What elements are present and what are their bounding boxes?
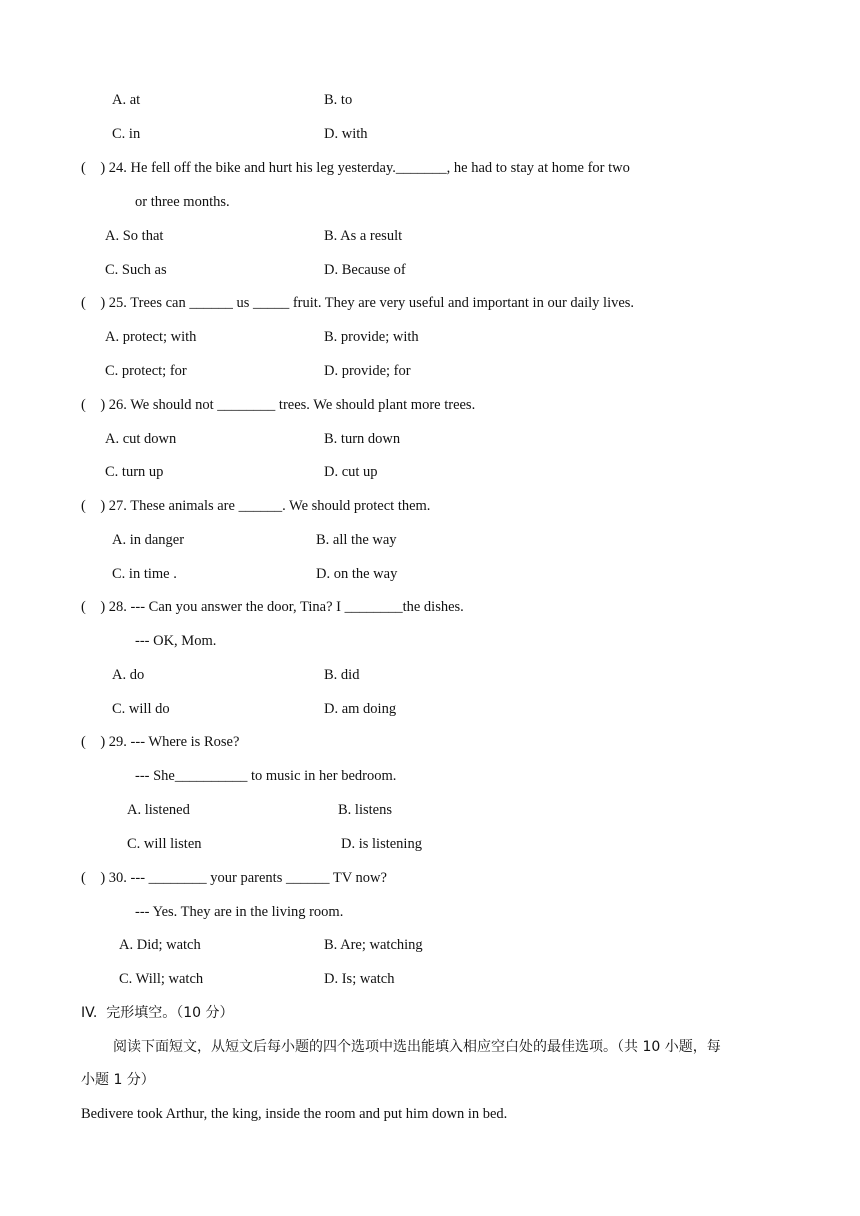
q28-option-d: D. am doing [324,701,397,717]
q28-option-b: B. did [324,667,360,683]
passage-text: Bedivere took Arthur, the king, inside the room and put him down in bed. [81,1106,508,1122]
q23-option-c: C. in [112,126,141,142]
q25-stem: ( ) 25. Trees can ______ us _____ fruit. They are very useful and important in our daily lives. [81,295,635,311]
q28-option-c: C. will do [112,701,170,717]
q23-option-b: B. to [324,92,353,108]
q24-option-a: A. So that [105,228,164,244]
q27-stem: ( ) 27. These animals are ______. We should protect them. [81,498,431,514]
q29-option-a: A. listened [127,802,190,818]
section-instruction-continued: 小题 1 分） [81,1072,155,1088]
q23-option-d: D. with [324,126,368,142]
q26-stem: ( ) 26. We should not ________ trees. We should plant more trees. [81,397,476,413]
section-instruction: 阅读下面短文，从短文后每小题的四个选项中选出能填入相应空白处的最佳选项。（共 10 小题，每 [113,1039,721,1055]
q23-option-a: A. at [112,92,141,108]
q26-option-b: B. turn down [324,431,401,447]
q30-stem: ( ) 30. --- ________ your parents ______ TV now? [81,870,387,886]
q29-stem-continued: --- She__________ to music in her bedroom. [135,768,397,784]
q28-stem-continued: --- OK, Mom. [135,633,217,649]
q30-option-c: C. Will; watch [119,971,204,987]
q29-stem: ( ) 29. --- Where is Rose? [81,734,240,750]
q30-option-b: B. Are; watching [324,937,423,953]
q24-option-d: D. Because of [324,262,406,278]
q26-option-d: D. cut up [324,464,378,480]
q26-option-c: C. turn up [105,464,164,480]
q28-stem: ( ) 28. --- Can you answer the door, Tina? I ________the dishes. [81,599,464,615]
q29-option-b: B. listens [338,802,392,818]
q25-option-b: B. provide; with [324,329,419,345]
q24-stem-continued: or three months. [135,194,230,210]
q26-option-a: A. cut down [105,431,177,447]
q27-option-d: D. on the way [316,566,398,582]
q27-option-a: A. in danger [112,532,185,548]
q29-option-c: C. will listen [127,836,202,852]
q24-option-c: C. Such as [105,262,167,278]
q25-option-d: D. provide; for [324,363,411,379]
q27-option-c: C. in time . [112,566,177,582]
q30-option-d: D. Is; watch [324,971,395,987]
q25-option-c: C. protect; for [105,363,187,379]
q24-stem: ( ) 24. He fell off the bike and hurt his leg yesterday._______, he had to stay at home for two [81,160,630,176]
q27-option-b: B. all the way [316,532,397,548]
q24-option-b: B. As a result [324,228,403,244]
q30-option-a: A. Did; watch [119,937,201,953]
section-heading: IV. 完形填空。（10 分） [81,1005,234,1021]
q28-option-a: A. do [112,667,145,683]
q29-option-d: D. is listening [341,836,422,852]
q30-stem-continued: --- Yes. They are in the living room. [135,904,344,920]
q25-option-a: A. protect; with [105,329,197,345]
